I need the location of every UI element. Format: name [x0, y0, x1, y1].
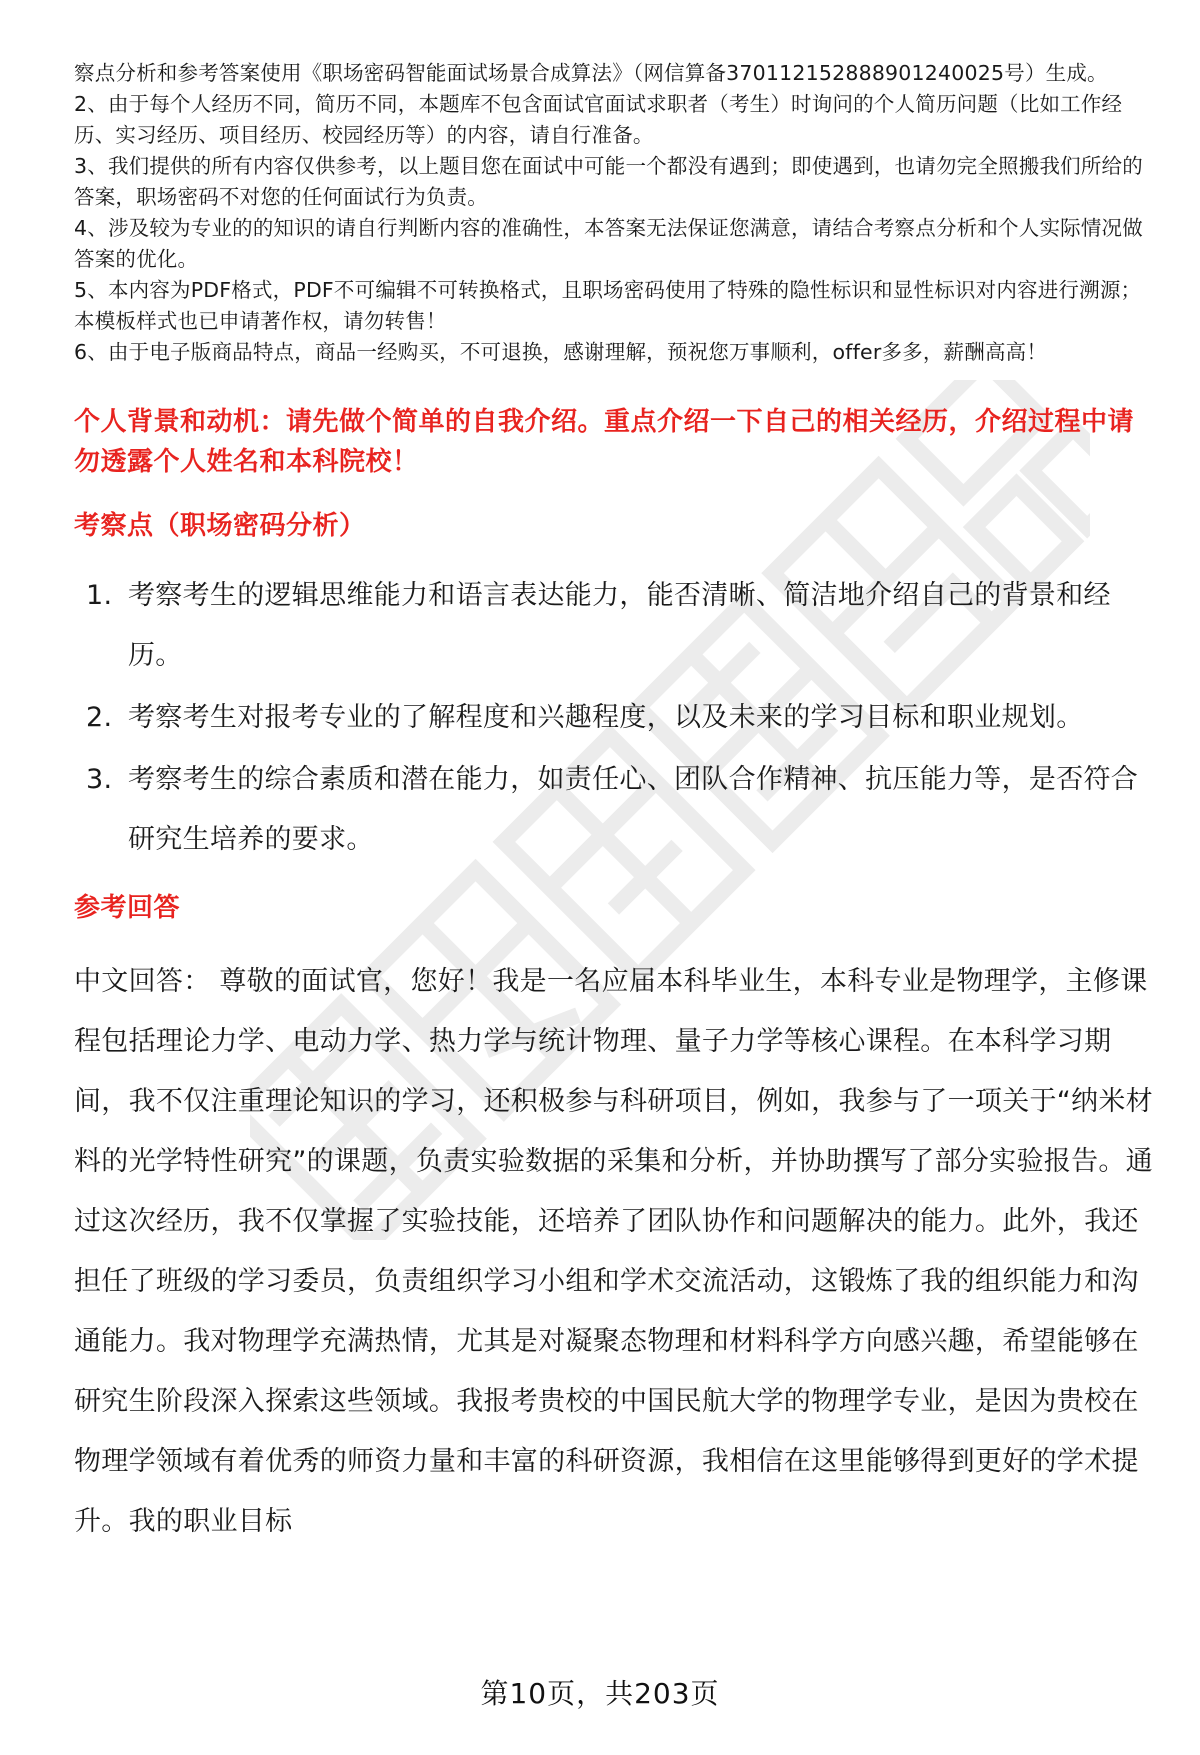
page-footer: 第10页，共203页: [480, 1677, 720, 1710]
interview-question: 个人背景和动机：请先做个简单的自我介绍。重点介绍一下自己的相关经历，介绍过程中请勿透露个人姓名和本科院校！: [74, 407, 1135, 477]
analysis-point: [74, 750, 1154, 870]
point-text: 考察考生对报考专业的了解程度和兴趣程度，以及未来的学习目标和职业规划。: [128, 702, 1084, 733]
reference-answer: 中文回答： 尊敬的面试官，您好！我是一名应届本科毕业生，本科专业是物理学，主修课程包括理论力学、电动力学、热力学与统计物理、量子力学等核心课程。在本科学习期间，我不仅注重理论知识的学习，还积极参与科研项目，例如，我参与了一项关于“纳米材料的光学特性研究”的课题，负责实验数据的采集和分析，并协助撰写了部分实验报告。通过这次经历，我不仅掌握了实验技能，还培养了团队协作和问题解决的能力。此外，我还担任了班级的学习委员，负责组织学习小组和学术交流活动，这锻炼了我的组织能力和沟通能力。我对物理学充满热情，尤其是对凝聚态物理和材料科学方向感兴趣，希望能够在研究生阶段深入探索这些领域。我报考贵校的中国民航大学的物理学专业，是因为贵校在物理学领域有着优秀的师资力量和丰富的科研资源，我相信在这里能够得到更好的学术提升。我的职业目标: [74, 966, 1153, 1537]
note-line: 察点分析和参考答案使用《职场密码智能面试场景合成算法》（网信算备370112152888901240025号）生成。: [74, 61, 1108, 85]
point-text: 考察考生的逻辑思维能力和语言表达能力，能否清晰、简洁地介绍自己的背景和经历。: [128, 580, 1111, 671]
analysis-heading: 考察点（职场密码分析）: [74, 511, 366, 541]
note-line: 3、我们提供的所有内容仅供参考，以上题目您在面试中可能一个都没有遇到；即使遇到，也请勿完全照搬我们所给的答案，职场密码不对您的任何面试行为负责。: [74, 154, 1143, 209]
disclaimer-notes: [74, 58, 1154, 368]
point-text: 考察考生的综合素质和潜在能力，如责任心、团队合作精神、抗压能力等，是否符合研究生培养的要求。: [128, 764, 1139, 855]
point-number: 1.: [86, 580, 113, 611]
reference-heading: 参考回答: [74, 893, 181, 923]
note-line: 4、涉及较为专业的的知识的请自行判断内容的准确性，本答案无法保证您满意，请结合考察点分析和个人实际情况做答案的优化。: [74, 216, 1143, 271]
note-line: 6、由于电子版商品特点，商品一经购买，不可退换，感谢理解，预祝您万事顺利，offer多多，薪酬高高！: [74, 340, 1048, 364]
analysis-point: [74, 566, 1154, 686]
note-line: 2、由于每个人经历不同，简历不同，本题库不包含面试官面试求职者（考生）时询问的个人简历问题（比如工作经历、实习经历、项目经历、校园经历等）的内容，请自行准备。: [74, 92, 1123, 147]
point-number: 3.: [86, 764, 113, 795]
point-number: 2.: [86, 702, 113, 733]
document-page: [74, 58, 1154, 1552]
note-line: 5、本内容为PDF格式，PDF不可编辑不可转换格式，且职场密码使用了特殊的隐性标识和显性标识对内容进行溯源；本模板样式也已申请著作权，请勿转售！: [74, 278, 1142, 333]
analysis-point: [74, 688, 1154, 748]
analysis-points: [74, 566, 1154, 870]
